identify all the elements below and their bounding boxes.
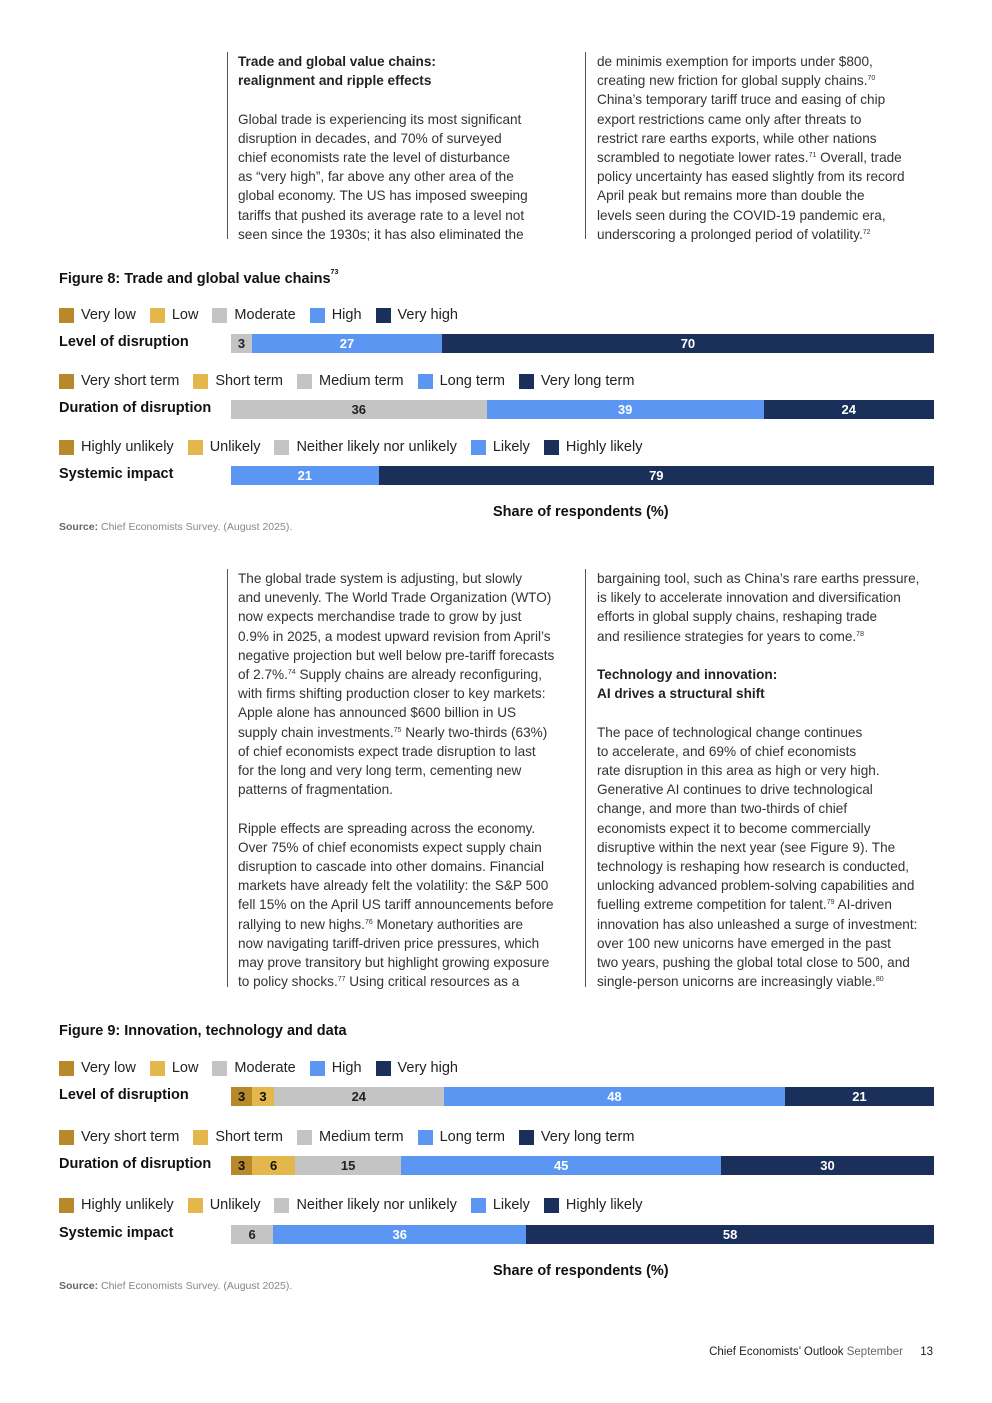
legend-label: Very high bbox=[397, 307, 458, 323]
data-label: 3 bbox=[238, 1089, 246, 1104]
legend-swatch bbox=[519, 1130, 534, 1145]
legend-item bbox=[59, 1197, 174, 1213]
trade-paragraph: Global trade is experiencing its most significant disruption in decades, and 70% of surveyed chief economists rate the level of disturbance as “very high”, far above any other area of the global economy. The US has imposed sweeping tariffs that pushed its average rate to a level not seen since the 1930s; it has also eliminated the bbox=[238, 111, 528, 242]
legend-item bbox=[544, 439, 643, 455]
legend-label: Moderate bbox=[234, 307, 296, 323]
legend-swatch bbox=[418, 1130, 433, 1145]
row-label: Duration of disruption bbox=[59, 1156, 212, 1172]
x-axis-title: Share of respondents (%) bbox=[493, 504, 669, 520]
legend-swatch bbox=[376, 308, 391, 323]
data-label: 3 bbox=[238, 1158, 246, 1173]
bar-segment bbox=[785, 1087, 934, 1106]
legend-swatch bbox=[471, 440, 486, 455]
bar-segment bbox=[252, 1087, 273, 1106]
data-label: 6 bbox=[248, 1227, 256, 1242]
row-label: Level of disruption bbox=[59, 1087, 189, 1103]
footnote-ref[interactable]: 78 bbox=[856, 630, 864, 638]
bar-segment bbox=[442, 334, 934, 353]
trade-paragraph-continued: de minimis exemption for imports under $800, creating new friction for global supply chains.$^{70}$ China’s temporary tariff truce and easing of chip export restrictions came only after threats to restrict rare earths exports, while other nations scrambled to negotiate lower rates.$^{71}$ Overall, trade policy uncertainty has eased slightly from its record April peak but remains more than double the levels seen during the COVID-19 pandemic era, underscoring a prolonged period of volatility.$^{72}$ bbox=[597, 54, 905, 242]
legend-item bbox=[59, 373, 179, 389]
legend-swatch bbox=[59, 374, 74, 389]
legend-label: Unlikely bbox=[209, 1197, 261, 1213]
legend-label: Highly unlikely bbox=[81, 439, 174, 455]
bar-segment bbox=[444, 1087, 785, 1106]
legend bbox=[59, 1195, 656, 1215]
data-label: 21 bbox=[297, 468, 313, 483]
legend-swatch bbox=[150, 308, 165, 323]
stacked-bar bbox=[231, 1225, 934, 1244]
legend-swatch bbox=[59, 1198, 74, 1213]
legend-swatch bbox=[376, 1061, 391, 1076]
legend-item bbox=[519, 373, 635, 389]
data-label: 79 bbox=[649, 468, 664, 483]
legend-swatch bbox=[212, 1061, 227, 1076]
data-label: 21 bbox=[852, 1089, 867, 1104]
bar-segment bbox=[252, 1156, 295, 1175]
legend-swatch bbox=[310, 1061, 325, 1076]
row-label: Systemic impact bbox=[59, 466, 174, 482]
page-number: 13 bbox=[920, 1346, 933, 1358]
legend-label: Likely bbox=[492, 439, 530, 455]
legend-swatch bbox=[188, 440, 203, 455]
legend-item bbox=[310, 1060, 362, 1076]
source-note: Source: Chief Economists Survey. (August 2025). bbox=[59, 1280, 293, 1292]
trade-system-paragraph: The global trade system is adjusting, but slowly and unevenly. The World Trade Organization (WTO) now expects merchandise trade to grow by just 0.9% in 2025, a modest upward revision from April’s negative projection but well below pre-tariff forecasts of 2.7%.$^{74}$ Supply chains are already reconfiguring, with firms shifting production closer to key markets: Apple alone has announced $600 billion in US supply chain investments.$^{75}$ Nearly two-thirds (63%) of chief economists expect trade disruption to last for the long and very long term, cementing new patterns of fragmentation. bbox=[238, 571, 555, 798]
stacked-bar bbox=[231, 466, 934, 485]
legend-item bbox=[188, 1197, 261, 1213]
data-label: 3 bbox=[259, 1089, 267, 1104]
stacked-bar bbox=[231, 1087, 934, 1106]
legend-label: Very short term bbox=[81, 373, 180, 389]
legend-label: Highly likely bbox=[565, 1197, 643, 1213]
legend-swatch bbox=[193, 374, 208, 389]
footnote-ref[interactable]: 72 bbox=[862, 228, 871, 236]
legend-label: Unlikely bbox=[209, 439, 261, 455]
footnote-ref[interactable]: 77 bbox=[337, 976, 346, 984]
legend-label: Short term bbox=[215, 1129, 283, 1145]
legend-swatch bbox=[544, 1198, 559, 1213]
figure-8-title: Figure 8: Trade and global value chains$^{73}$ bbox=[59, 269, 339, 287]
mid-left-column bbox=[227, 569, 573, 990]
footnote-ref[interactable]: 73 bbox=[330, 269, 339, 276]
legend-swatch bbox=[193, 1130, 208, 1145]
legend-swatch bbox=[274, 440, 289, 455]
top-right-column bbox=[585, 52, 947, 242]
legend-swatch bbox=[150, 1061, 165, 1076]
legend-label: Moderate bbox=[234, 1060, 296, 1076]
legend-label: Very long term bbox=[540, 1129, 635, 1145]
stacked-bar bbox=[231, 400, 934, 419]
legend-label: Medium term bbox=[319, 373, 404, 389]
figure-9-title: Figure 9: Innovation, technology and data bbox=[59, 1023, 347, 1039]
row-label: Duration of disruption bbox=[59, 400, 212, 416]
data-label: 39 bbox=[617, 402, 633, 417]
legend-swatch bbox=[297, 1130, 312, 1145]
legend-swatch bbox=[59, 1130, 74, 1145]
legend-item bbox=[418, 373, 505, 389]
legend-label: Medium term bbox=[319, 1129, 404, 1145]
legend-label: Very low bbox=[81, 1060, 136, 1076]
x-axis-title: Share of respondents (%) bbox=[493, 1263, 669, 1279]
legend-item bbox=[471, 439, 530, 455]
legend-label: Low bbox=[171, 1060, 199, 1076]
legend-label: Neither likely nor unlikely bbox=[296, 1197, 457, 1213]
legend-item bbox=[297, 373, 404, 389]
row-label: Systemic impact bbox=[59, 1225, 174, 1241]
bar-segment bbox=[231, 1156, 252, 1175]
legend-item bbox=[376, 307, 458, 323]
report-month: September bbox=[843, 1346, 903, 1358]
legend-label: Very short term bbox=[81, 1129, 180, 1145]
row-label: Level of disruption bbox=[59, 334, 189, 350]
bar-segment bbox=[721, 1156, 934, 1175]
data-label: 15 bbox=[340, 1158, 356, 1173]
legend-item bbox=[59, 1060, 136, 1076]
legend-swatch bbox=[59, 1061, 74, 1076]
bar-segment bbox=[231, 400, 487, 419]
section-heading-trade: Trade and global value chains: realignment and ripple effects bbox=[238, 54, 436, 89]
data-label: 36 bbox=[392, 1227, 407, 1242]
source-note: Source: Chief Economists Survey. (August 2025). bbox=[59, 521, 293, 533]
bar-segment bbox=[401, 1156, 721, 1175]
legend-swatch bbox=[297, 374, 312, 389]
footnote-ref[interactable]: 71 bbox=[808, 152, 817, 160]
legend-item bbox=[297, 1129, 404, 1145]
legend bbox=[59, 305, 472, 325]
legend-label: Short term bbox=[215, 373, 283, 389]
data-label: 27 bbox=[339, 336, 355, 351]
data-label: 48 bbox=[607, 1089, 622, 1104]
legend bbox=[59, 1127, 648, 1147]
legend-item bbox=[274, 1197, 456, 1213]
footnote-ref[interactable]: 74 bbox=[287, 669, 296, 677]
bargaining-paragraph: bargaining tool, such as China’s rare earths pressure, is likely to accelerate innovation and diversification efforts in global supply chains, reshaping trade and resilience strategies for years to come.$^{78}$ bbox=[597, 571, 920, 644]
legend-item bbox=[310, 307, 362, 323]
legend-item bbox=[471, 1197, 530, 1213]
legend-swatch bbox=[519, 374, 534, 389]
bar-segment bbox=[379, 466, 934, 485]
top-left-column bbox=[227, 52, 573, 242]
legend-swatch bbox=[310, 308, 325, 323]
legend-label: Neither likely nor unlikely bbox=[296, 439, 457, 455]
technology-paragraph: The pace of technological change continues to accelerate, and 69% of chief economists rate disruption in this area as high or very high. Generative AI continues to drive technological change, and more than two-thirds of chief economists expect it to become commercially disruptive within the next year (see Figure 9). The technology is reshaping how research is conducted, unlocking advanced problem-solving capabilities and fuelling extreme competition for talent.$^{79}$ AI-driven innovation has also unleashed a surge of investment: over 100 new unicorns have emerged in the past two years, pushing the global total close to 500, and single-person unicorns are increasingly viable.$^{80}$ bbox=[597, 724, 918, 990]
legend-label: Low bbox=[171, 307, 199, 323]
legend-item bbox=[212, 1060, 295, 1076]
legend-item bbox=[519, 1129, 635, 1145]
data-label: 3 bbox=[237, 336, 246, 351]
legend-label: Very high bbox=[397, 1060, 458, 1076]
data-label: 58 bbox=[722, 1227, 738, 1242]
ripple-effects-paragraph: Ripple effects are spreading across the economy. Over 75% of chief economists expect supply chain disruption to cascade into other domains. Financial markets have already felt the volatility: the S&P 500 fell 15% on the April US tariff announcements before rallying to new highs.$^{76}$ Monetary authorities are now navigating tariff-driven price pressures, which may prove transitory but highlight growing exposure to policy shocks.$^{77}$ Using critical resources as a bbox=[238, 820, 554, 990]
legend-label: Very long term bbox=[540, 373, 635, 389]
legend-swatch bbox=[418, 374, 433, 389]
legend-label: Highly unlikely bbox=[81, 1197, 174, 1213]
legend-item bbox=[59, 439, 174, 455]
legend-swatch bbox=[212, 308, 227, 323]
section-heading-technology: Technology and innovation: AI drives a structural shift bbox=[597, 667, 778, 702]
bar-segment bbox=[231, 1225, 273, 1244]
bar-segment bbox=[273, 1225, 526, 1244]
legend-item bbox=[418, 1129, 505, 1145]
bar-segment bbox=[231, 466, 379, 485]
legend-item bbox=[193, 373, 283, 389]
bar-segment bbox=[231, 334, 252, 353]
legend-item bbox=[274, 439, 456, 455]
legend-item bbox=[150, 307, 199, 323]
legend-swatch bbox=[59, 440, 74, 455]
bar-segment bbox=[231, 1087, 252, 1106]
data-label: 70 bbox=[680, 336, 696, 351]
bar-segment bbox=[252, 334, 442, 353]
legend-label: Highly likely bbox=[565, 439, 643, 455]
legend-swatch bbox=[471, 1198, 486, 1213]
legend-item bbox=[544, 1197, 643, 1213]
bar-segment bbox=[274, 1087, 444, 1106]
report-title: Chief Economists’ Outlook bbox=[709, 1346, 844, 1358]
legend-item bbox=[150, 1060, 199, 1076]
legend bbox=[59, 437, 656, 457]
footnote-ref[interactable]: 80 bbox=[875, 976, 884, 984]
legend-label: High bbox=[331, 307, 362, 323]
bar-segment bbox=[487, 400, 764, 419]
legend-swatch bbox=[274, 1198, 289, 1213]
data-label: 30 bbox=[820, 1158, 835, 1173]
legend-item bbox=[376, 1060, 458, 1076]
footnote-ref[interactable]: 75 bbox=[393, 726, 402, 734]
legend-item bbox=[193, 1129, 283, 1145]
legend-label: Long term bbox=[439, 1129, 505, 1145]
footnote-ref[interactable]: 76 bbox=[364, 918, 373, 926]
legend-label: Long term bbox=[439, 373, 505, 389]
legend-label: Very low bbox=[81, 307, 136, 323]
legend bbox=[59, 371, 648, 391]
mid-right-column bbox=[585, 569, 947, 990]
legend-label: High bbox=[331, 1060, 362, 1076]
data-label: 24 bbox=[841, 402, 856, 417]
legend-swatch bbox=[188, 1198, 203, 1213]
data-label: 36 bbox=[351, 402, 367, 417]
data-label: 6 bbox=[269, 1158, 278, 1173]
bar-segment bbox=[764, 400, 934, 419]
footnote-ref[interactable]: 70 bbox=[867, 75, 876, 83]
bar-segment bbox=[295, 1156, 402, 1175]
bar-segment bbox=[526, 1225, 934, 1244]
legend-swatch bbox=[59, 308, 74, 323]
legend-item bbox=[59, 1129, 179, 1145]
legend-label: Likely bbox=[492, 1197, 530, 1213]
legend-item bbox=[188, 439, 261, 455]
data-label: 24 bbox=[351, 1089, 367, 1104]
data-label: 45 bbox=[553, 1158, 569, 1173]
legend-swatch bbox=[544, 440, 559, 455]
legend bbox=[59, 1058, 472, 1078]
page-footer bbox=[709, 1346, 933, 1358]
legend-item bbox=[59, 307, 136, 323]
stacked-bar bbox=[231, 1156, 934, 1175]
footnote-ref[interactable]: 79 bbox=[826, 899, 835, 907]
legend-item bbox=[212, 307, 295, 323]
stacked-bar bbox=[231, 334, 934, 353]
